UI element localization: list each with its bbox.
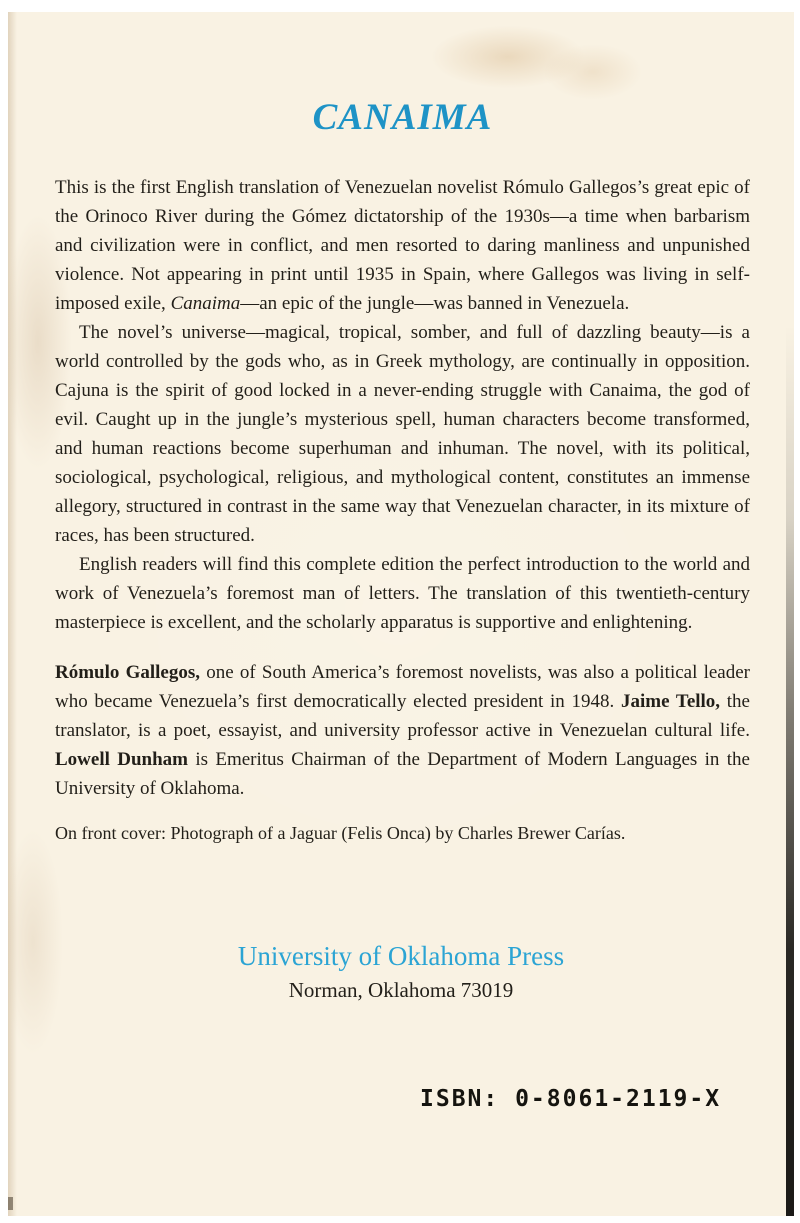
isbn-number: ISBN: 0-8061-2119-X (420, 1086, 722, 1112)
paper-right-edge-shadow (786, 12, 794, 1216)
paper-left-edge-texture (8, 12, 18, 1216)
cover-photo-credit: On front cover: Photograph of a Jaguar (Felis Onca) by Charles Brewer Carías. (55, 823, 626, 843)
publisher-address: Norman, Oklahoma 73019 (288, 978, 514, 1002)
editor-bio-text: is Emeritus Chairman of the Department of Modern Languages in the University of Oklahoma. (55, 749, 750, 799)
publisher-block (8, 940, 794, 1003)
synopsis-paragraph-1 (55, 173, 750, 318)
translator-name: Jaime Tello, (620, 691, 721, 712)
author-bio-text: one of South America’s foremost novelists, was also a political leader who became Venezuela’s first democratically elected president in 1948. (55, 662, 750, 712)
synopsis-text: —an epic of the jungle—was banned in Venezuela. (240, 293, 630, 314)
book-title-inline: Canaima (170, 293, 241, 314)
paper-corner-mark (8, 1197, 13, 1210)
contributors-paragraph (55, 658, 750, 803)
publisher-name: University of Oklahoma Press (237, 941, 565, 971)
synopsis-text: This is the first English translation of Venezuelan novelist Rómulo Gallegos’s great epic of the Orinoco River during the Gómez dictatorship of the 1930s—a time when barbarism and civilization were in conflict, and men resorted to daring manliness and unpunished violence. Not appearing in print until 1935 in Spain, where Gallegos was living in self-imposed exile, (55, 177, 750, 314)
book-title: CANAIMA (312, 97, 493, 138)
synopsis-paragraph-2: The novel’s universe—magical, tropical, somber, and full of dazzling beauty—is a world controlled by the gods who, as in Greek mythology, are continually in opposition. Cajuna is the spirit of good locked in a never-ending struggle with Canaima, the god of evil. Caught up in the jungle’s mysterious spell, human characters become transformed, and human reactions become superhuman and inhuman. The novel, with its political, sociological, psychological, religious, and mythological content, constitutes an immense allegory, structured in contrast in the same way that Venezuelan character, in its mixture of races, has been structured. (55, 322, 750, 546)
translator-bio-text: the translator, is a poet, essayist, and university professor active in Venezuelan cultural life. (55, 691, 750, 741)
author-name: Rómulo Gallegos, (55, 662, 201, 683)
book-back-cover (8, 12, 794, 1216)
editor-name: Lowell Dunham (55, 749, 188, 770)
synopsis-paragraph-3: English readers will find this complete edition the perfect introduction to the world and work of Venezuela’s foremost man of letters. The translation of this twentieth-century masterpiece is excellent, and the scholarly apparatus is supportive and enlightening. (55, 554, 750, 633)
